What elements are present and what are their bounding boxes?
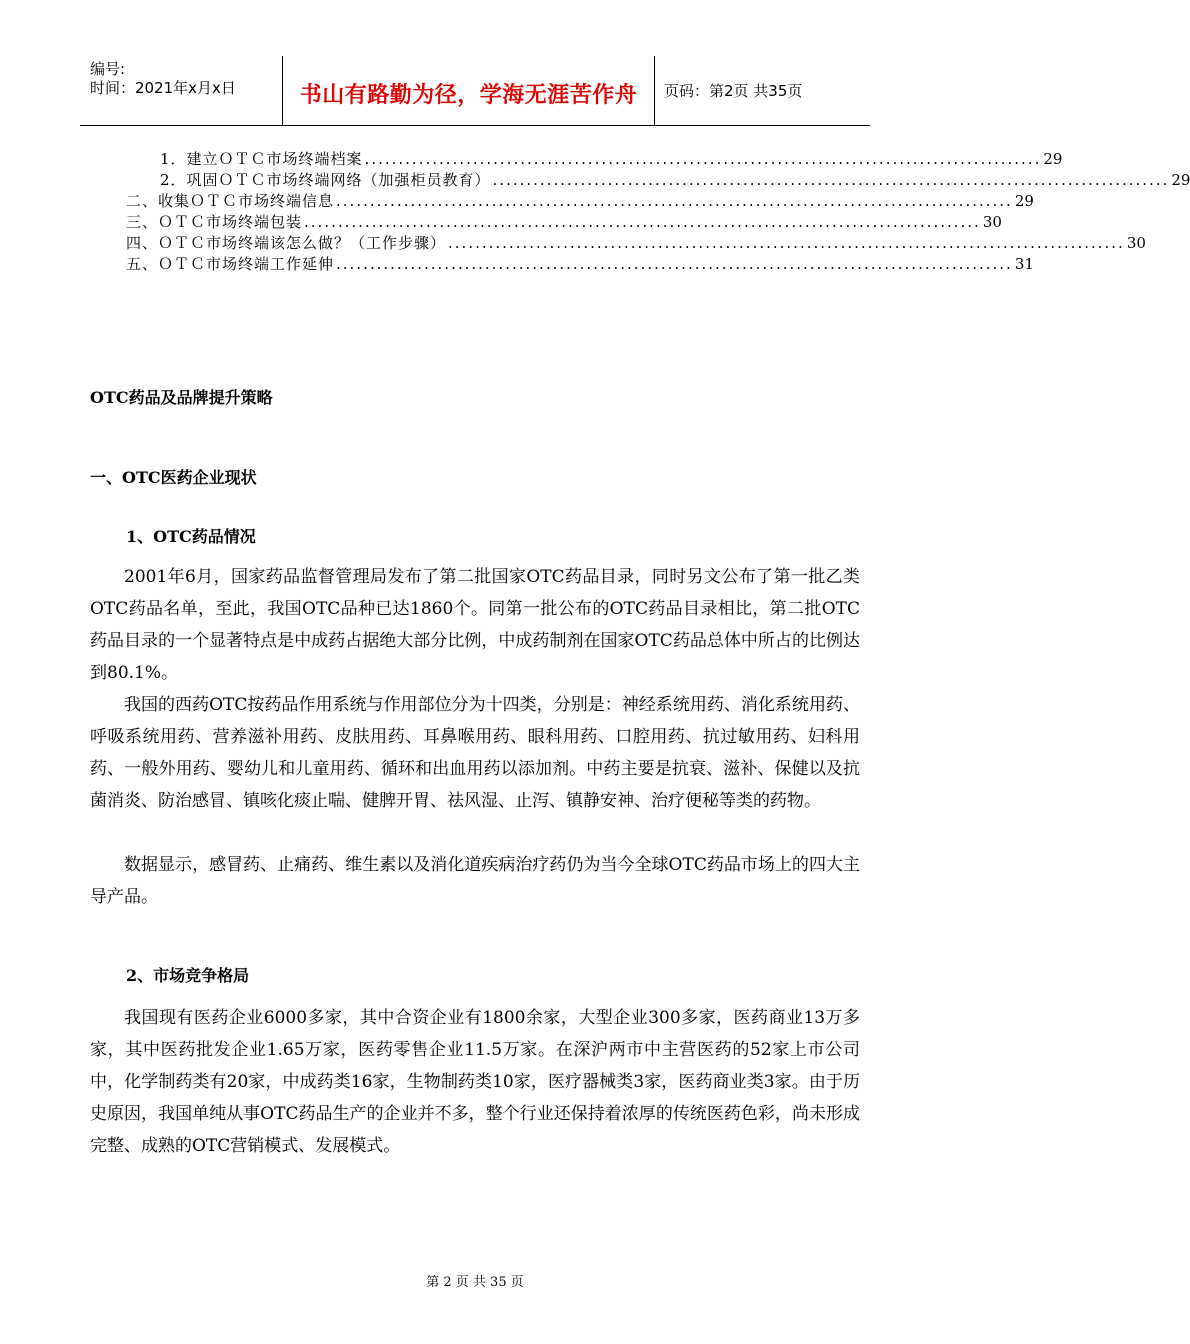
toc-entry[interactable]: [160, 148, 1063, 170]
toc-entry-page: 29: [1171, 171, 1190, 189]
subsection-heading: 2、市场竞争格局: [126, 966, 250, 985]
paragraph: 我国的西药OTC按药品作用系统与作用部位分为十四类，分别是：神经系统用药、消化系统用药、呼吸系统用药、营养滋补用药、皮肤用药、耳鼻喉用药、眼科用药、口腔用药、抗过敏用药、妇科用药、一般外用药、婴幼儿和儿童用药、循环和出血用药以添加剂。中药主要是抗衰、滋补、保健以及抗菌消炎、防治感冒、镇咳化痰止喘、健脾开胃、祛风湿、止泻、镇静安神、治疗便秘等类的药物。: [90, 695, 860, 811]
toc-leader-dots: ....................................................................................................: [364, 150, 1042, 168]
toc-entry-page: 29: [1014, 192, 1034, 210]
toc-leader-dots: ....................................................................................................: [336, 192, 1013, 210]
toc-entry-label: 四、ＯＴＣ市场终端该怎么做？（工作步骤）: [126, 234, 447, 252]
toc-leader-dots: ....................................................................................................: [448, 234, 1125, 252]
page-header: [80, 56, 870, 126]
toc-leader-dots: ....................................................................................................: [492, 171, 1170, 189]
toc-entry[interactable]: [126, 211, 1002, 233]
paragraph: 2001年6月，国家药品监督管理局发布了第二批国家OTC药品目录，同时另文公布了第一批乙类OTC药品名单，至此，我国OTC品种已达1860个。同第一批公布的OTC药品目录相比，第二批OTC药品目录的一个显著特点是中成药占据绝大部分比例，中成药制剂在国家OTC药品总体中所占的比例达到80.1%。: [90, 567, 860, 683]
toc-entry[interactable]: [126, 253, 1034, 275]
document-title: OTC药品及品牌提升策略: [90, 388, 273, 407]
header-divider: [654, 56, 655, 125]
toc-entry-label: 五、ＯＴＣ市场终端工作延伸: [126, 255, 335, 273]
document-time-label: 时间：2021年x月x日: [90, 79, 236, 97]
document-number-label: 编号:: [90, 60, 126, 78]
toc-leader-dots: ....................................................................................................: [304, 213, 981, 231]
page-footer: 第 2 页 共 35 页: [426, 1275, 524, 1290]
toc-entry-page: 31: [1014, 255, 1034, 273]
toc-entry-page: 30: [1126, 234, 1146, 252]
toc-entry-label: 1．建立ＯＴＣ市场终端档案: [160, 150, 363, 168]
toc-entry-label: 三、ＯＴＣ市场终端包装: [126, 213, 303, 231]
header-motto: 书山有路勤为径，学海无涯苦作舟: [299, 83, 638, 108]
toc-entry[interactable]: [160, 169, 1190, 191]
toc-entry[interactable]: [126, 232, 1146, 254]
paragraph: 我国现有医药企业6000多家，其中合资企业有1800余家，大型企业300多家，医药商业13万多家，其中医药批发企业1.65万家，医药零售企业11.5万家。在深沪两市中主营医药的52家上市公司中，化学制药类有20家，中成药类16家，生物制药类10家，医疗器械类3家，医药商业类3家。由于历史原因，我国单纯从事OTC药品生产的企业并不多，整个行业还保持着浓厚的传统医药色彩，尚未形成完整、成熟的OTC营销模式、发展模式。: [90, 1008, 860, 1156]
toc-entry-page: 30: [982, 213, 1002, 231]
section-heading: 一、OTC医药企业现状: [90, 468, 257, 487]
paragraph: 数据显示，感冒药、止痛药、维生素以及消化道疾病治疗药仍为当今全球OTC药品市场上的四大主导产品。: [90, 855, 860, 907]
toc-entry-label: 2．巩固ＯＴＣ市场终端网络（加强柜员教育）: [160, 171, 491, 189]
toc-entry-page: 29: [1043, 150, 1063, 168]
toc-leader-dots: ....................................................................................................: [336, 255, 1013, 273]
toc-entry-label: 二、收集ＯＴＣ市场终端信息: [126, 192, 335, 210]
toc-entry[interactable]: [126, 190, 1034, 212]
subsection-heading: 1、OTC药品情况: [126, 527, 256, 546]
header-page-info: 页码：第2页 共35页: [664, 82, 803, 100]
header-meta: [90, 60, 236, 98]
